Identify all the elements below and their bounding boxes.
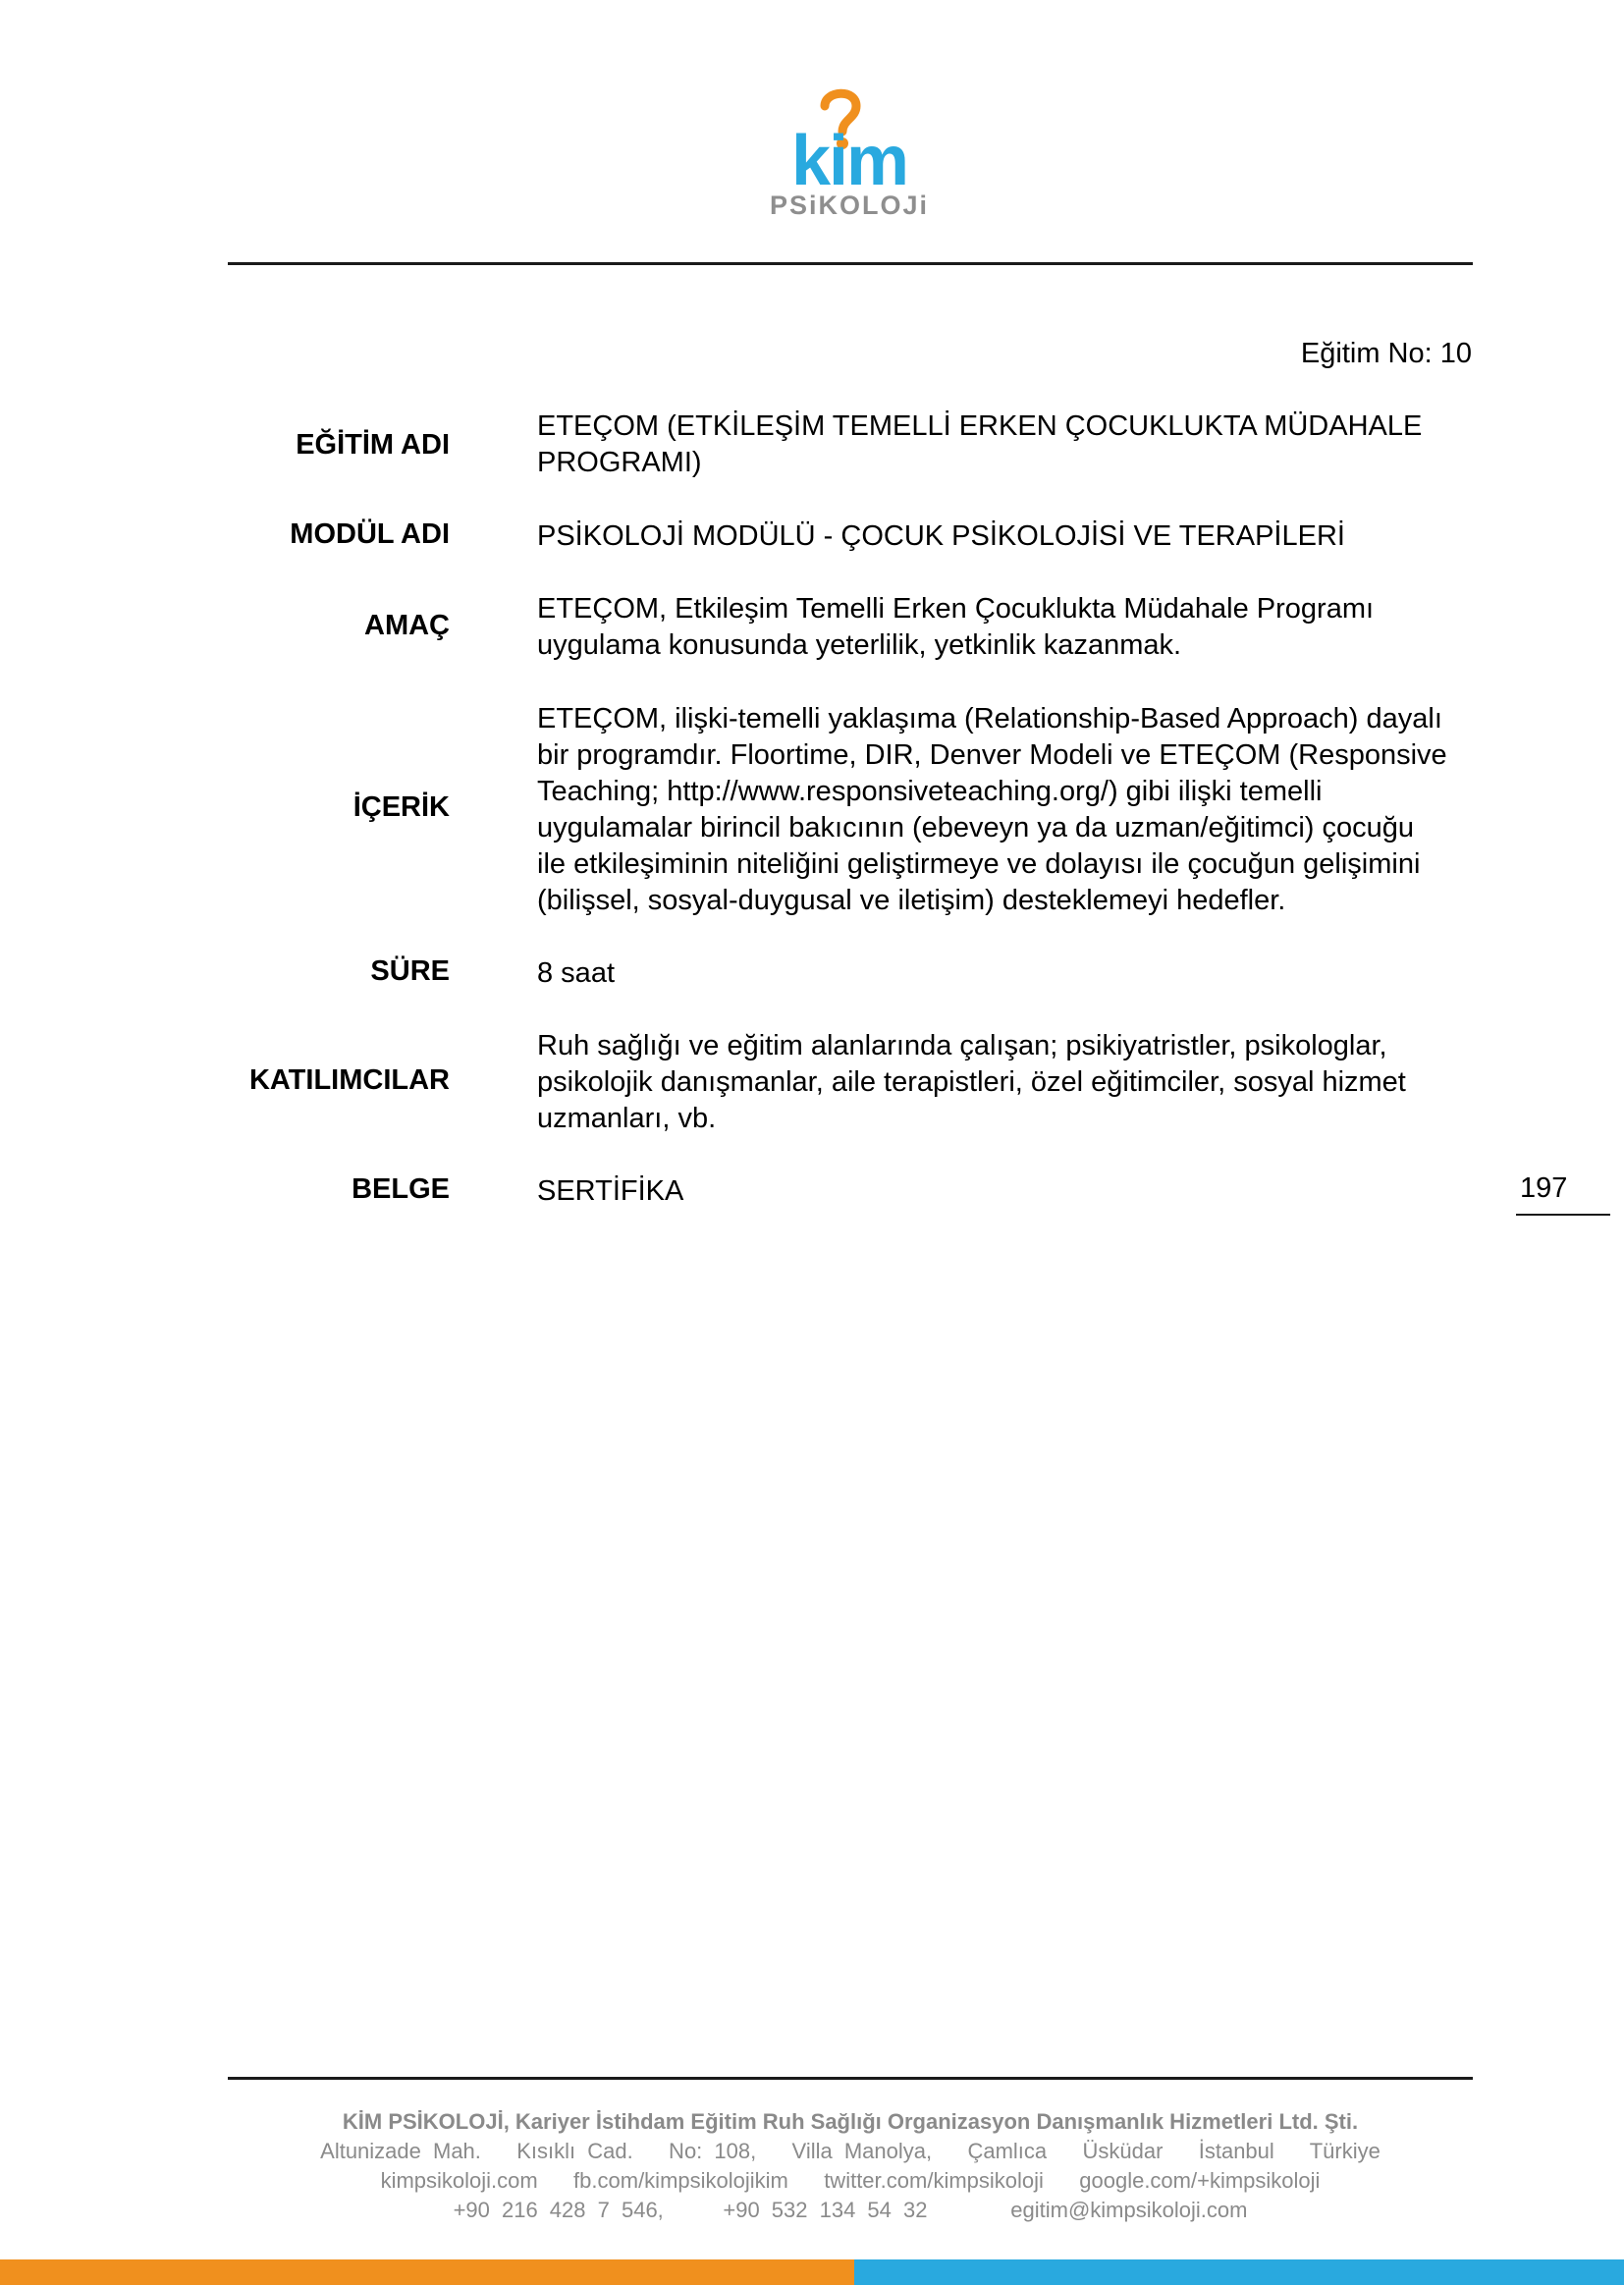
footer-company-name: KİM PSİKOLOJİ [342, 2109, 504, 2134]
footer-links: kimpsikoloji.com fb.com/kimpsikolojikim twitter.com/kimpsikoloji google.com/+kimpsikoloji [380, 2168, 1321, 2193]
field-label-module-name: MODÜL ADI [290, 518, 450, 550]
field-label-content: İÇERİK [352, 791, 450, 823]
page-number: 197 [1520, 1172, 1568, 1204]
field-label-certificate: BELGE [352, 1173, 450, 1205]
field-label-training-name: EĞİTİM ADI [296, 429, 450, 461]
field-value-certificate: SERTİFİKA [537, 1175, 684, 1207]
field-value-duration: 8 saat [537, 957, 615, 989]
field-value-training-name: ETEÇOM (ETKİLEŞİM TEMELLİ ERKEN ÇOCUKLUKTA MÜDAHALE PROGRAMI) [537, 410, 1423, 478]
footer-contacts: +90 216 428 7 546, +90 532 134 54 32 egitim@kimpsikoloji.com [453, 2198, 1248, 2222]
logo-word: kim [790, 122, 908, 200]
field-label-duration: SÜRE [370, 955, 450, 987]
field-value-purpose: ETEÇOM, Etkileşim Temelli Erken Çocuklukta Müdahale Programı uygulama konusunda yeterlilik, yetkinlik kazanmak. [537, 593, 1375, 661]
footer [228, 2107, 1473, 2225]
header-divider [228, 262, 1473, 265]
footer-company-rest: , Kariyer İstihdam Eğitim Ruh Sağlığı Organizasyon Danışmanlık Hizmetleri Ltd. Şti. [503, 2109, 1359, 2134]
kim-psikoloji-logo [766, 86, 933, 218]
field-label-participants: KATILIMCILAR [248, 1064, 450, 1096]
page-number-underline [1516, 1214, 1610, 1216]
logo-subtitle: PSiKOLOJi [769, 190, 930, 218]
footer-address: Altunizade Mah. Kısıklı Cad. No: 108, Villa Manolya, Çamlıca Üsküdar İstanbul Türkiye [320, 2139, 1380, 2163]
footer-company-line [228, 2107, 1473, 2137]
training-number: Eğitim No: 10 [1300, 338, 1472, 369]
footer-bar-blue [854, 2259, 1624, 2285]
field-value-participants: Ruh sağlığı ve eğitim alanlarında çalışan; psikiyatristler, psikologlar, psikolojik danışmanlar, aile terapistleri, özel eğitimciler, sosyal hizmet uzmanları, vb. [537, 1030, 1406, 1134]
footer-divider [228, 2077, 1473, 2080]
field-value-content: ETEÇOM, ilişki-temelli yaklaşıma (Relationship-Based Approach) dayalı bir programdır. Floortime, DIR, Denver Modeli ve ETEÇOM (Responsive Teaching; http://www.responsiveteaching.org/) gibi ilişki temelli uygulamalar birincil bakıcının (ebeveyn ya da uzman/eğitimci) çocuğu ile etkileşiminin niteliğini geliştirmeye ve dolayısı ile çocuğun gelişimini (bilişsel, sosyal-duygusal ve iletişim) desteklemeyi hedefler. [537, 703, 1447, 916]
field-value-module-name: PSİKOLOJİ MODÜLÜ - ÇOCUK PSİKOLOJİSİ VE TERAPİLERİ [537, 520, 1345, 552]
field-label-purpose: AMAÇ [364, 610, 450, 641]
footer-bar-orange [0, 2259, 854, 2285]
